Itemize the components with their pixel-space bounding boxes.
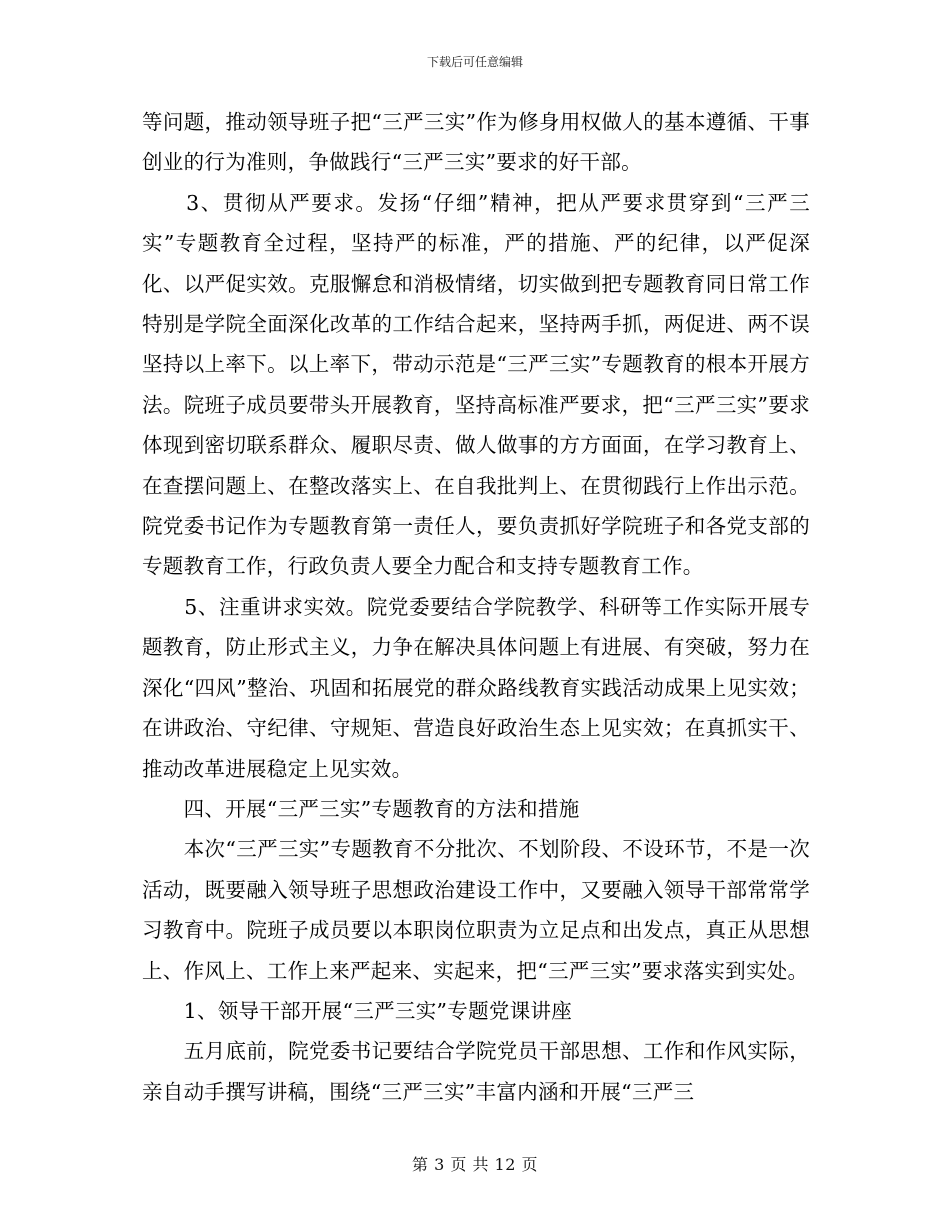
section-heading: 四、开展“三严三实”专题教育的方法和措施 (142, 796, 580, 821)
paragraph: 五月底前，院党委书记要结合学院党员干部思想、工作和作风实际，亲自动手撰写讲稿，围绕“三严三实”丰富内涵和开展“三严三 (142, 1039, 810, 1104)
paragraph: 等问题，推动领导班子把“三严三实”作为修身用权做人的基本遵循、干事创业的行为准则，争做践行“三严三实”要求的好干部。 (142, 110, 810, 175)
page-header: 下载后可任意编辑 (426, 55, 523, 69)
paragraph: 本次“三严三实”专题教育不分批次、不划阶段、不设环节，不是一次活动，既要融入领导班子思想政治建设工作中，又要融入领导干部常常学习教育中。院班子成员要以本职岗位职责为立足点和出发点，真正从思想上、作风上、工作上来严起来、实起来，把“三严三实”要求落实到实处。 (142, 837, 810, 983)
paragraph: 5、注重讲求实效。院党委要结合学院教学、科研等工作实际开展专题教育，防止形式主义，力争在解决具体问题上有进展、有突破，努力在深化“四风”整治、巩固和拓展党的群众路线教育实践活动成果上见实效；在讲政治、守纪律、守规矩、营造良好政治生态上见实效；在真抓实干、推动改革进展稳定上见实效。 (142, 594, 810, 781)
subsection-heading: 1、领导干部开展“三严三实”专题党课讲座 (142, 998, 573, 1023)
page-number-footer: 第 3 页 共 12 页 (412, 1155, 538, 1174)
paragraph: 3、贯彻从严要求。发扬“仔细”精神，把从严要求贯穿到“三严三实”专题教育全过程，坚持严的标准，严的措施、严的纪律，以严促深化、以严促实效。克服懈怠和消极情绪，切实做到把专题教育同日常工作特别是学院全面深化改革的工作结合起来，坚持两手抓，两促进、两不误坚持以上率下。以上率下，带动示范是“三严三实”专题教育的根本开展方法。院班子成员要带头开展教育，坚持高标准严要求，把“三严三实”要求体现到密切联系群众、履职尽责、做人做事的方方面面，在学习教育上、在查摆问题上、在整改落实上、在自我批判上、在贯彻践行上作出示范。院党委书记作为专题教育第一责任人，要负责抓好学院班子和各党支部的专题教育工作，行政负责人要全力配合和支持专题教育工作。 (142, 190, 810, 579)
document-body (142, 102, 810, 1112)
